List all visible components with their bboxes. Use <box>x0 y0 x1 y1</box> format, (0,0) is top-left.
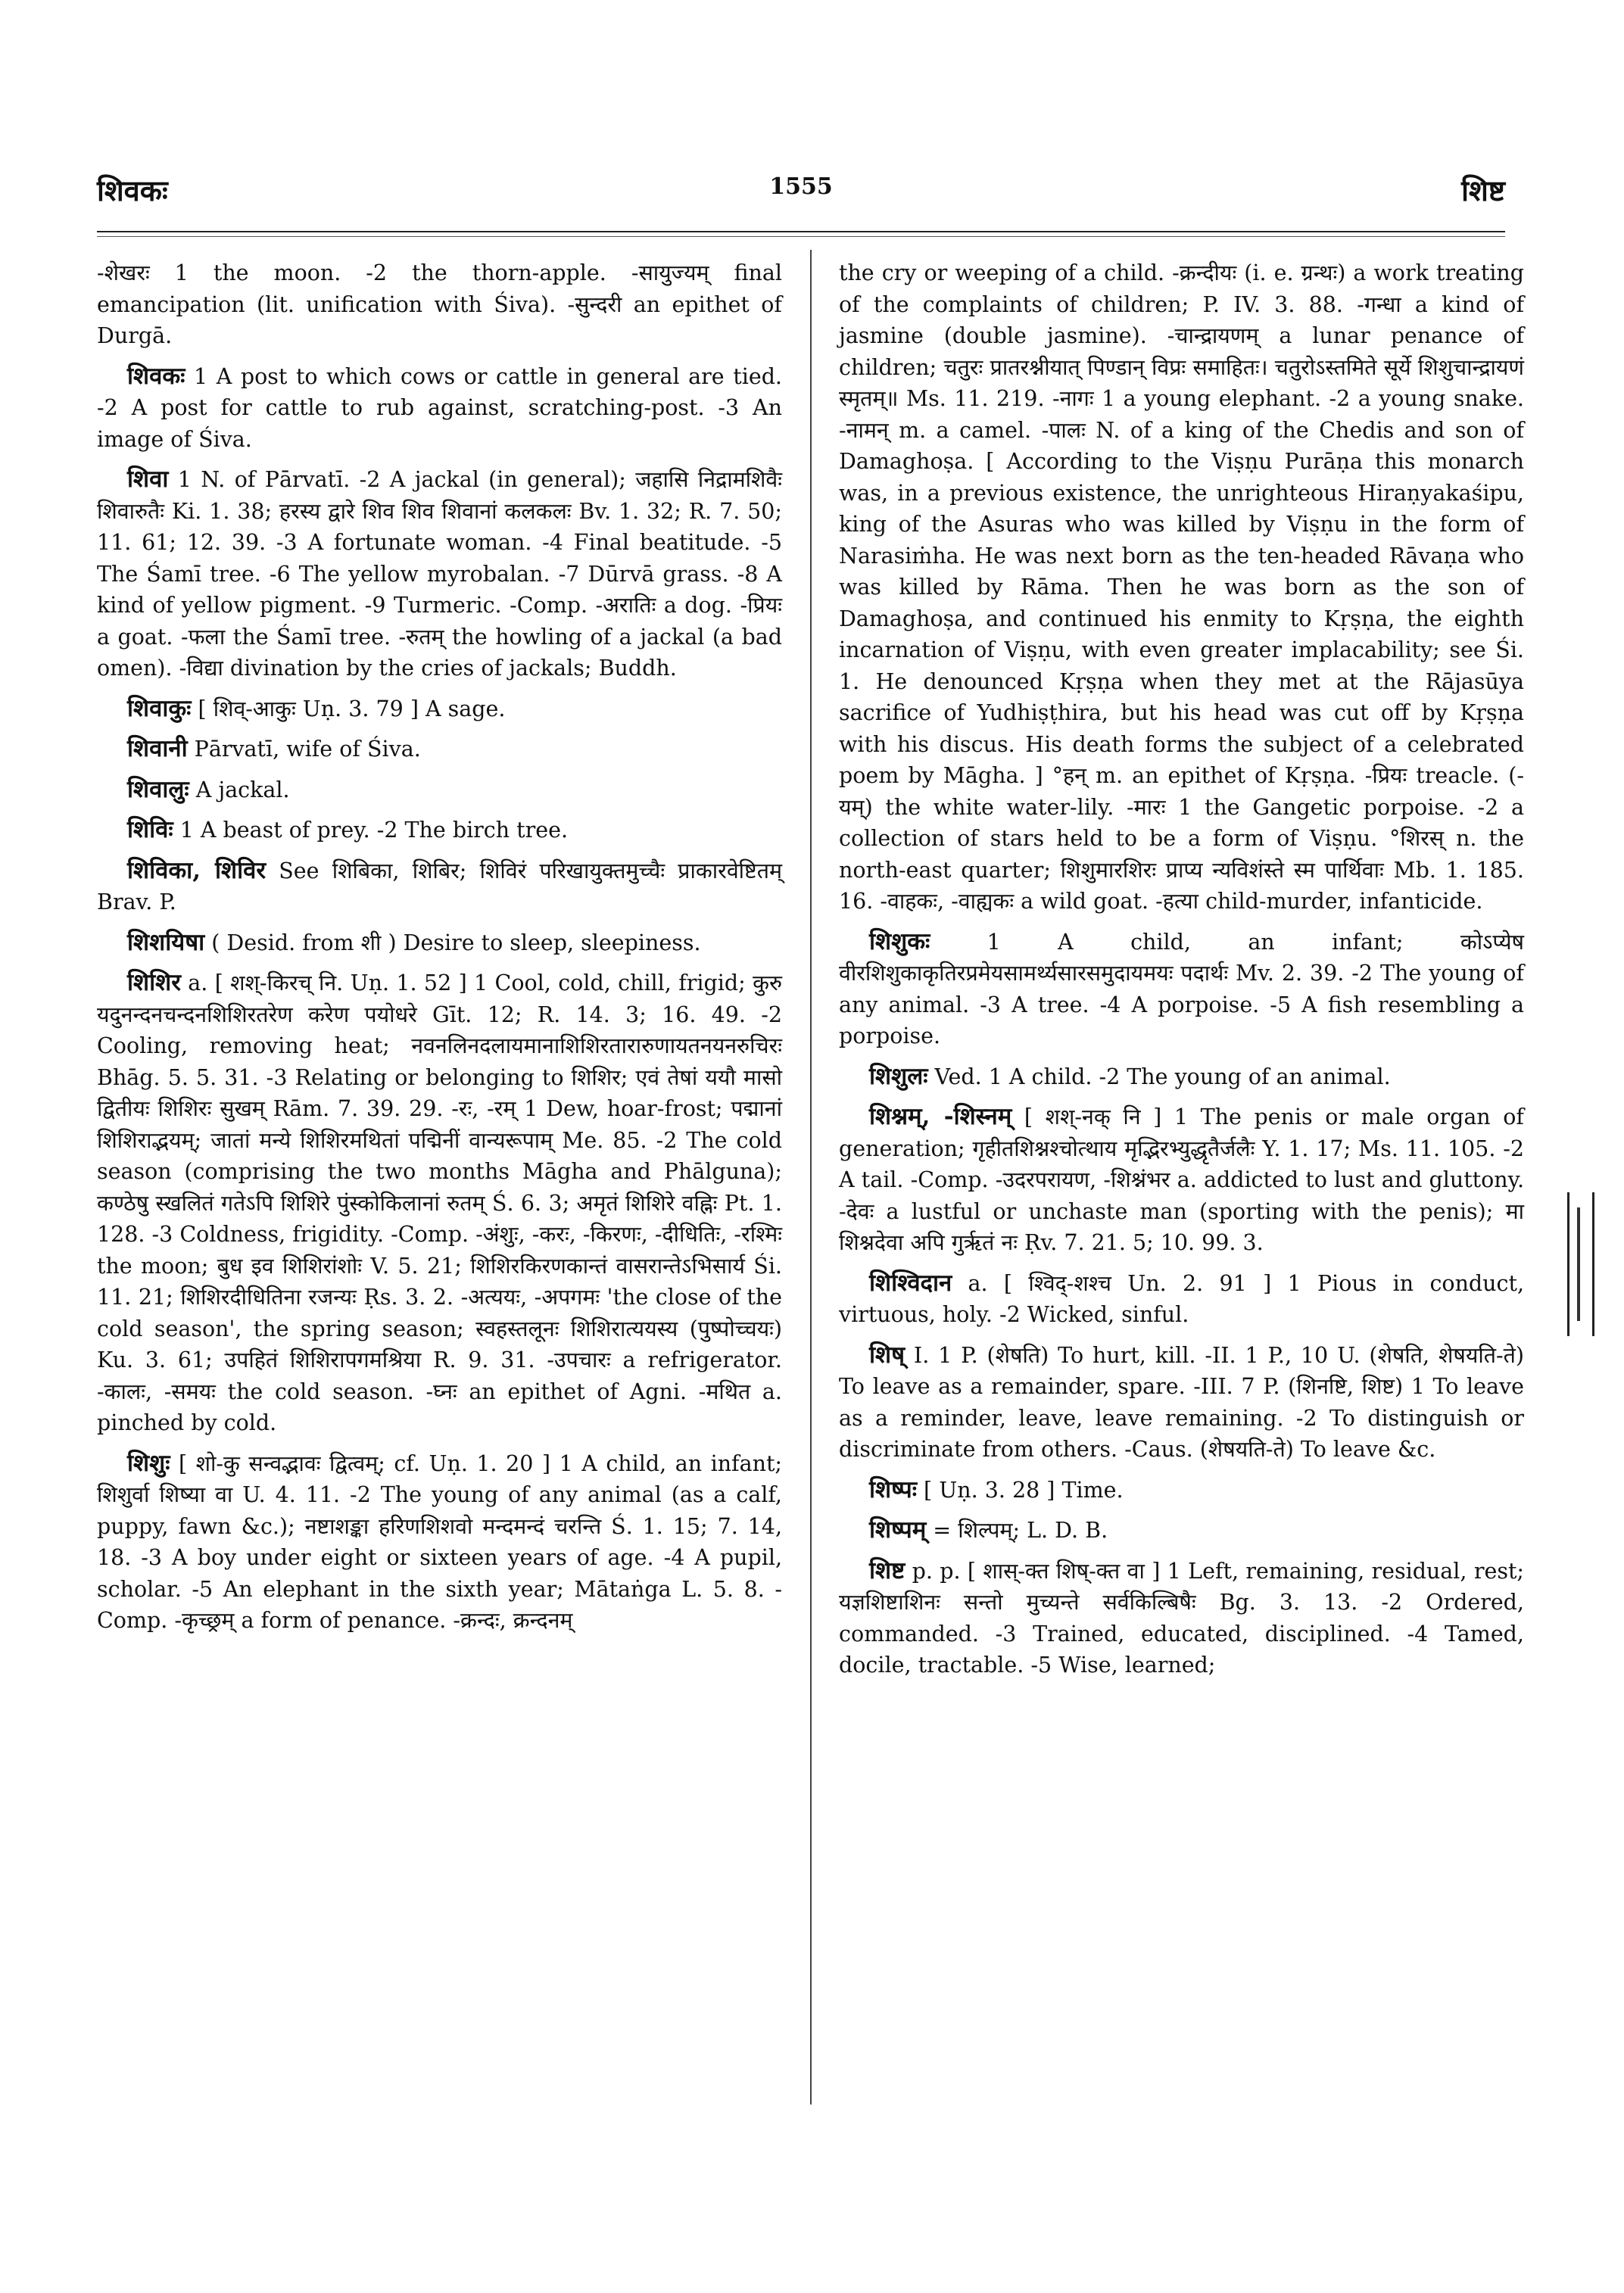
entry-text: = शिल्पम्; L. D. B. <box>926 1518 1108 1543</box>
dictionary-entry <box>839 257 1524 918</box>
right-guide-word: शिष्ट <box>1461 173 1505 207</box>
entry-text: 1 A post to which cows or cattle in general are tied. -2 A post for cattle to rub against, scratching-post. -3 An image of Śiva. <box>97 363 782 452</box>
headword: शिविः <box>127 816 173 843</box>
dictionary-entry <box>97 1448 782 1637</box>
headword: शिवालुः <box>127 775 189 803</box>
dictionary-entry <box>839 1475 1524 1506</box>
dictionary-entry <box>839 1101 1524 1259</box>
entry-text: the cry or weeping of a child. -क्रन्दीयः (i. e. ग्रन्थः) a work treating of the complaints of children; P. IV. 3. 88. -गन्धा a kind of jasmine (double jasmine). -चान्द्रायणम् a lunar penance of children; चतुरः प्रातरश्नीयात् पिण्डान् विप्रः समाहितः। चतुरोऽस्तमिते सूर्ये शिशुचान्द्रायणं स्मृतम्॥ Ms. 11. 219. -नागः 1 a young elephant. -2 a young snake. -नामन् m. a camel. -पालः N. of a king of the Chedis and son of Damaghoṣa. [ According to the Viṣṇu Purāṇa this monarch was, in a previous existence, the unrighteous Hiraṇyakaśipu, king of the Asuras who was killed by Viṣṇu in the form of Narasiṁha. He was next born as the ten-headed Rāvaṇa who was killed by Rāma. Then he was born as the son of Damaghoṣa, and continued his enmity to Kṛṣṇa, the eighth incarnation of Viṣṇu, with even greater implacability; see Śi. 1. He denounced Kṛṣṇa when they met at the Rājasūya sacrifice of Yudhiṣṭhira, but his head was cut off by Kṛṣṇa with his discus. His death forms the subject of a celebrated poem by Māgha. ] °हन् m. an epithet of Kṛṣṇa. -प्रियः treacle. (-यम्) the white water-lily. -मारः 1 the Gangetic porpoise. -2 a collection of stars held to be a form of Viṣṇu. °शिरस् n. the north-east quarter; शिशुमारशिरः प्राप्य न्यविशंस्ते स्म पार्थिवाः Mb. 1. 185. 16. -वाहकः, -वाह्यकः a wild goat. -हत्या child-murder, infanticide. <box>839 260 1524 914</box>
dictionary-entry <box>97 967 782 1439</box>
headword: शिष् <box>869 1341 906 1369</box>
headword: शिशुलः <box>869 1062 928 1090</box>
thumb-index-mark <box>1577 1207 1580 1321</box>
dictionary-entry <box>97 361 782 456</box>
headword: शिशुकः <box>869 927 930 955</box>
entry-text: 1 N. of Pārvatī. -2 A jackal (in general); जहासि निद्रामशिवैः शिवारुतैः Ki. 1. 38; हरस्य द्वारे शिव शिव शिवानां कलकलः Bv. 1. 32; R. 7. 50; 11. 61; 12. 39. -3 A fortunate woman. -4 Final beatitude. -5 The Śamī tree. -6 The yellow myrobalan. -7 Dūrvā grass. -8 A kind of yellow pigment. -9 Turmeric. -Comp. -अरातिः a dog. -प्रियः a goat. -फला the Śamī tree. -रुतम् the howling of a jackal (a bad omen). -विद्या divination by the cries of jackals; Buddh. <box>97 467 782 681</box>
left-column <box>97 257 782 1646</box>
entry-text: ( Desid. from शी ) Desire to sleep, sleepiness. <box>204 930 701 955</box>
entry-text: a. [ श्विद्-शश्च Un. 2. 91 ] 1 Pious in conduct, virtuous, holy. -2 Wicked, sinful. <box>839 1270 1524 1327</box>
dictionary-entry <box>97 855 782 918</box>
dictionary-entry <box>97 774 782 806</box>
thumb-index-tab <box>1567 1192 1594 1336</box>
dictionary-entry <box>97 927 782 959</box>
entry-text: 1 A child, an infant; कोऽप्येष वीरशिशुकाकृतिरप्रमेयसामर्थ्यसारसमुदायमयः पदार्थः Mv. 2. 39. -2 The young of any animal. -3 A tree. -4 A porpoise. -5 A fish resembling a porpoise. <box>839 929 1524 1048</box>
dictionary-entry <box>97 464 782 684</box>
dictionary-entry <box>839 1340 1524 1466</box>
entry-text: [ शिव्-आकुः Uṇ. 3. 79 ] A sage. <box>191 696 506 721</box>
right-column <box>839 257 1524 1690</box>
entry-text: [ शो-कु सन्वद्भावः द्वित्वम्; cf. Uṇ. 1. 20 ] 1 A child, an infant; शिशुर्वा शिष्या वा U. 4. 11. -2 The young of any animal (as a calf, puppy, fawn &c.); नष्टाशङ्का हरिणशिशवो मन्दमन्दं चरन्ति Ś. 1. 15; 7. 14, 18. -3 A boy under eight or sixteen years of age. -4 A pupil, scholar. -5 An elephant in the sixth year; Mātaṅga L. 5. 8. -Comp. -कृच्छ्रम् a form of penance. -क्रन्दः, क्रन्दनम् <box>97 1450 782 1633</box>
entry-text: 1 A beast of prey. -2 The birch tree. <box>173 818 569 843</box>
dictionary-entry <box>97 257 782 352</box>
headword: शिश्विदान <box>869 1269 952 1297</box>
headword: शिष्पम् <box>869 1516 927 1544</box>
dictionary-entry <box>97 815 782 846</box>
page-number: 1555 <box>769 173 833 200</box>
headword: शिवा <box>127 466 169 493</box>
headword: शिष्ट <box>869 1556 906 1584</box>
dictionary-entry <box>97 693 782 725</box>
entry-text: -शेखरः 1 the moon. -2 the thorn-apple. -सायुज्यम् final emancipation (lit. unification with Śiva). -सुन्दरी an epithet of Durgā. <box>97 260 782 348</box>
dictionary-entry <box>839 1556 1524 1681</box>
dictionary-entry <box>839 1268 1524 1331</box>
entry-text: I. 1 P. (शेषति) To hurt, kill. -II. 1 P., 10 U. (शेषति, शेषयति-ते) To leave as a remainder, spare. -III. 7 P. (शिनष्टि, शिष्ट) 1 To leave as a reminder, leave, leave remaining. -2 To distinguish or discriminate from others. -Caus. (शेषयति-ते) To leave &c. <box>839 1342 1524 1462</box>
entry-text: a. [ शश्-किरच् नि. Uṇ. 1. 52 ] 1 Cool, cold, chill, frigid; कुरु यदुनन्दनचन्दनशिशिरतरेण करेण पयोधरे Gīt. 12; R. 14. 3; 16. 49. -2 Cooling, removing heat; नवनलिनदलायमानाशिशिरतारारुणायतनयनरुचिरः Bhāg. 5. 5. 31. -3 Relating or belonging to शिशिर; एवं तेषां ययौ मासो द्वितीयः शिशिरः सुखम् Rām. 7. 39. 29. -रः, -रम् 1 Dew, hoar-frost; पद्मानां शिशिराद्भयम्; जातां मन्ये शिशिरमथितां पद्मिनीं वान्यरूपाम् Me. 85. -2 The cold season (comprising the two months Māgha and Phālguna); कण्ठेषु स्खलितं गतेऽपि शिशिरे पुंस्कोकिलानां रुतम् Ś. 6. 3; अमृतं शिशिरे वह्निः Pt. 1. 128. -3 Coldness, frigidity. -Comp. -अंशुः, -करः, -किरणः, -दीधितिः, -रश्मिः the moon; बुध इव शिशिरांशोः V. 5. 21; शिशिरकिरणकान्तं वासरान्तेऽभिसार्य Śi. 11. 21; शिशिरदीधितिना रजन्यः Ṛs. 3. 2. -अत्ययः, -अपगमः 'the close of the cold season', the spring season; स्वहस्तलूनः शिशिरात्ययस्य (पुष्पोच्चयः) Ku. 3. 61; उपहितं शिशिरापगमश्रिया R. 9. 31. -उपचारः a refrigerator. -कालः, -समयः the cold season. -घ्नः an epithet of Agni. -मथित a. pinched by cold. <box>97 970 783 1435</box>
headword: शिष्पः <box>869 1475 917 1503</box>
entry-text: [ Uṇ. 3. 28 ] Time. <box>916 1477 1124 1503</box>
entry-text: A jackal. <box>189 777 290 802</box>
headword: शिवकः <box>127 362 185 390</box>
entry-text: Ved. 1 A child. -2 The young of an animal. <box>927 1064 1391 1089</box>
left-guide-word: शिवकः <box>97 173 168 207</box>
column-divider <box>810 250 812 2105</box>
header-rule <box>97 231 1505 237</box>
dictionary-entry <box>839 1061 1524 1093</box>
headword: शिशिर <box>127 969 181 996</box>
dictionary-entry <box>839 927 1524 1052</box>
headword: शिवानी <box>127 735 188 762</box>
entry-text: Pārvatī, wife of Śiva. <box>187 737 421 762</box>
headword: शिविका, शिविर <box>127 856 267 884</box>
headword: शिवाकुः <box>127 694 192 722</box>
dictionary-entry <box>97 734 782 765</box>
headword: शिश्नम्, -शिस्नम् <box>869 1103 1012 1130</box>
entry-text: p. p. [ शास्-क्त शिष्-क्त वा ] 1 Left, remaining, residual, rest; यज्ञशिष्टाशिनः सन्तो मुच्यन्ते सर्वकिल्बिषैः Bg. 3. 13. -2 Ordered, commanded. -3 Trained, educated, disciplined. -4 Tamed, docile, tractable. -5 Wise, learned; <box>839 1558 1524 1678</box>
page-header <box>97 170 1505 231</box>
dictionary-entry <box>839 1515 1524 1547</box>
entry-text: See शिबिका, शिबिर; शिविरं परिखायुक्तमुच्चैः प्राकारवेष्टितम् Brav. P. <box>97 858 782 914</box>
headword: शिशयिषा <box>127 928 205 956</box>
entry-text: [ शश्-नक् नि ] 1 The penis or male organ of generation; गृहीतशिश्नश्चोत्थाय मृद्भिरभ्युद्धृतैर्जलैः Y. 1. 17; Ms. 11. 105. -2 A tail. -Comp. -उदरपरायण, -शिश्नंभर a. addicted to lust and gluttony. -देवः a lustful or unchaste man (sporting with the penis); मा शिश्नदेवा अपि गुर्ऋतं नः Ṛv. 7. 21. 5; 10. 99. 3. <box>839 1104 1524 1255</box>
headword: शिशुः <box>127 1449 170 1477</box>
